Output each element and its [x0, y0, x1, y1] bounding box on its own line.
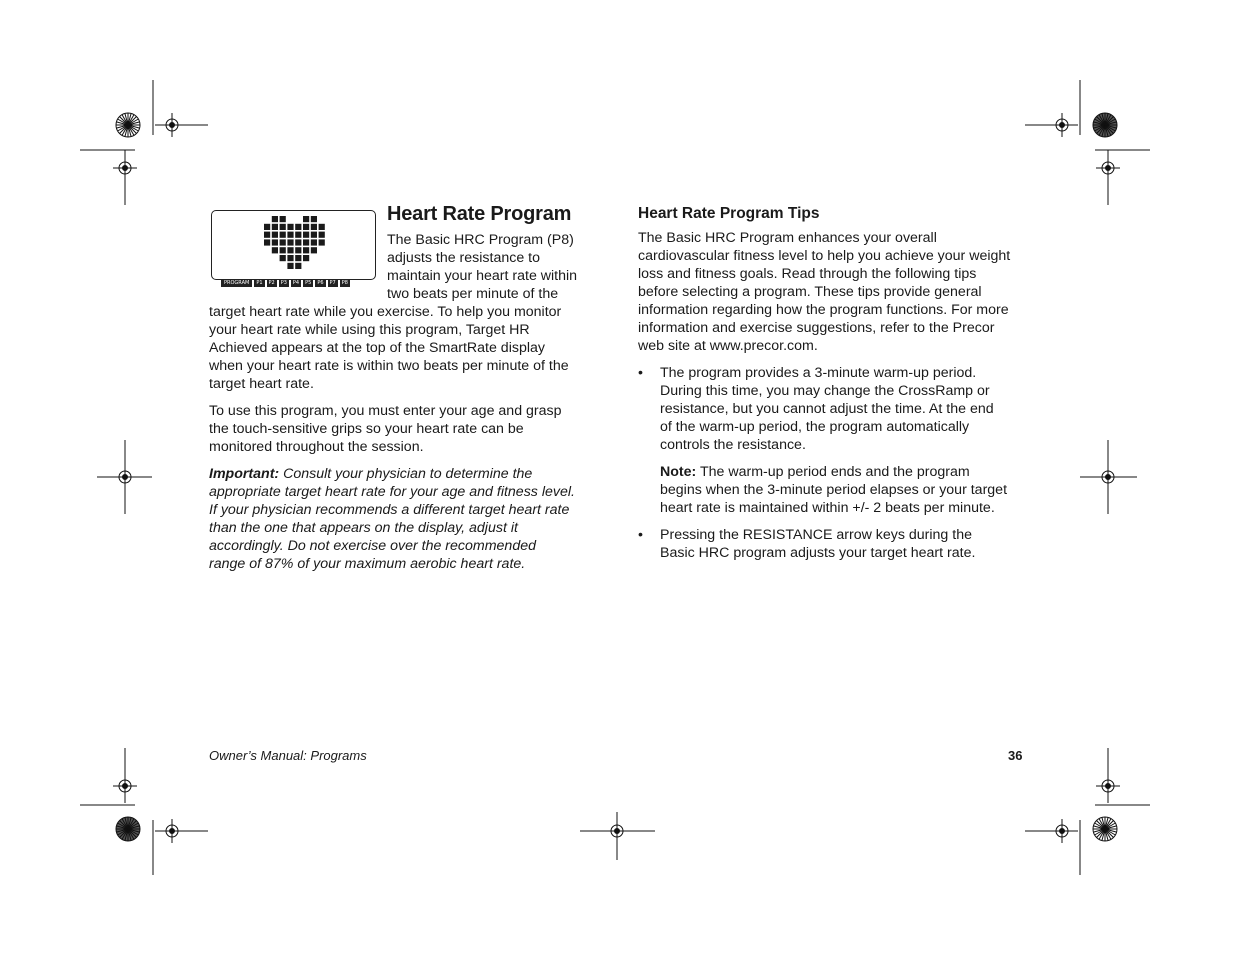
- heart-pixel: [280, 232, 286, 238]
- text-line: The Basic HRC Program enhances your overall: [638, 230, 937, 246]
- intro-wrapped-text: [387, 231, 607, 303]
- note-label: Note:: [660, 464, 697, 480]
- text-line: target heart rate.: [209, 376, 314, 392]
- text-line: information regarding how the program functions. For more: [638, 302, 1009, 318]
- heart-pixel: [311, 239, 317, 245]
- text-line: cardiovascular fitness level to help you achieve your weight: [638, 248, 1011, 264]
- heart-pixel: [303, 255, 309, 261]
- text-line: adjusts the resistance to: [387, 250, 540, 266]
- important-label: Important:: [209, 466, 280, 482]
- text-line: During this time, you may change the CrossRamp or: [660, 383, 990, 399]
- footer-title: Owner’s Manual: Programs: [209, 748, 367, 763]
- heart-pixel: [264, 224, 270, 230]
- heart-pixel: [311, 224, 317, 230]
- heart-pixel: [272, 224, 278, 230]
- heart-pixel: [295, 239, 301, 245]
- heart-pixel: [272, 232, 278, 238]
- heart-pixel: [280, 247, 286, 253]
- text-line: than the one that appears on the display, adjust it: [209, 520, 518, 536]
- heart-pixel: [280, 255, 286, 261]
- heart-pixel: [319, 232, 325, 238]
- program-indicator-cell: P8: [341, 280, 348, 286]
- text-line: resistance, but you cannot adjust the time. At the end: [660, 401, 994, 417]
- program-indicator-cell: P2: [268, 280, 275, 286]
- text-span: The warm-up period ends and the program: [696, 464, 970, 480]
- warmup-note: [638, 463, 1033, 517]
- program-indicator-cell: PROGRAM: [221, 279, 252, 287]
- heart-pixel: [287, 224, 293, 230]
- text-line: Pressing the RESISTANCE arrow keys during the: [660, 527, 972, 543]
- text-line: [209, 465, 609, 483]
- bullet-icon: •: [638, 527, 643, 543]
- heart-pixel: [287, 247, 293, 253]
- program-indicator-row: [221, 279, 350, 288]
- tip-bullet-warmup: [638, 364, 1033, 454]
- text-line: If your physician recommends a different target heart rate: [209, 502, 570, 518]
- text-line: information and exercise suggestions, refer to the Precor: [638, 320, 995, 336]
- text-line: begins when the 3-minute period elapses or your target: [660, 482, 1008, 498]
- text-line: [660, 463, 1033, 481]
- heart-pixel: [311, 232, 317, 238]
- text-line: when your heart rate is within two beats per minute of the: [209, 358, 569, 374]
- heart-pixel: [295, 247, 301, 253]
- heart-pixel: [303, 239, 309, 245]
- text-span: Consult your physician to determine the: [279, 466, 533, 482]
- heart-pixel: [319, 239, 325, 245]
- heart-pixel: [303, 216, 309, 222]
- tips-heading: Heart Rate Program Tips: [638, 205, 820, 222]
- text-line: the touch-sensitive grips so your heart rate can be: [209, 421, 524, 437]
- heart-pixel: [303, 247, 309, 253]
- program-indicator-cell: P3: [280, 280, 287, 286]
- text-line: controls the resistance.: [660, 437, 806, 453]
- heart-icon: [212, 211, 377, 281]
- heart-pixel: [295, 263, 301, 269]
- heart-pixel: [264, 232, 270, 238]
- heart-pixel: [287, 232, 293, 238]
- heart-pixel: [287, 263, 293, 269]
- heart-pixel: [287, 255, 293, 261]
- text-line: The program provides a 3-minute warm-up period.: [660, 365, 977, 381]
- important-warning: [209, 465, 609, 573]
- heart-pixel: [303, 224, 309, 230]
- heart-pixel: [287, 239, 293, 245]
- text-line: before selecting a program. These tips provide general: [638, 284, 982, 300]
- program-indicator-cell: P4: [292, 280, 300, 286]
- program-indicator-cell: P6: [317, 280, 324, 286]
- text-line: Achieved appears at the top of the SmartRate display: [209, 340, 545, 356]
- heart-pixel: [272, 247, 278, 253]
- heart-pixel: [295, 232, 301, 238]
- tip-bullet-resistance: [638, 526, 1033, 562]
- text-line: The Basic HRC Program (P8): [387, 232, 574, 248]
- heart-pixel: [311, 247, 317, 253]
- heart-pixel: [264, 239, 270, 245]
- heart-pixel: [280, 239, 286, 245]
- text-line: To use this program, you must enter your age and grasp: [209, 403, 562, 419]
- heart-pixel: [319, 224, 325, 230]
- text-line: loss and fitness goals. Read through the following tips: [638, 266, 977, 282]
- heart-pixel: [295, 224, 301, 230]
- bullet-icon: •: [638, 365, 643, 381]
- program-indicator-cell: P5: [305, 280, 312, 286]
- text-line: monitored throughout the session.: [209, 439, 424, 455]
- text-line: target heart rate while you exercise. To help you monitor: [209, 304, 562, 320]
- text-line: Basic HRC program adjusts your target heart rate.: [660, 545, 976, 561]
- page-title: Heart Rate Program: [387, 203, 572, 225]
- text-line: of the warm-up period, the program automatically: [660, 419, 970, 435]
- heart-pixel: [272, 239, 278, 245]
- heart-pixel: [311, 216, 317, 222]
- text-line: maintain your heart rate within: [387, 268, 578, 284]
- text-line: appropriate target heart rate for your age and fitness level.: [209, 484, 575, 500]
- display-illustration: [211, 210, 376, 286]
- text-line: two beats per minute of the: [387, 286, 559, 302]
- program-indicator-cell: P1: [256, 280, 263, 286]
- text-line: your heart rate while using this program, Target HR: [209, 322, 530, 338]
- heart-pixel: [303, 232, 309, 238]
- text-line: heart rate is maintained within +/- 2 beats per minute.: [660, 500, 995, 516]
- text-line: accordingly. Do not exercise over the recommended: [209, 538, 536, 554]
- heart-pixel: [295, 255, 301, 261]
- text-line: range of 87% of your maximum aerobic heart rate.: [209, 556, 526, 572]
- text-line: web site at www.precor.com.: [638, 338, 818, 354]
- heart-pixel: [280, 224, 286, 230]
- tips-section: [638, 205, 1033, 562]
- program-indicator-cell: P7: [329, 280, 336, 286]
- heart-pixel: [280, 216, 286, 222]
- tips-intro: [638, 229, 1033, 355]
- usage-paragraph: [209, 402, 609, 456]
- intro-continued-text: [209, 303, 609, 393]
- page-number: 36: [1008, 748, 1023, 763]
- heart-pixel: [272, 216, 278, 222]
